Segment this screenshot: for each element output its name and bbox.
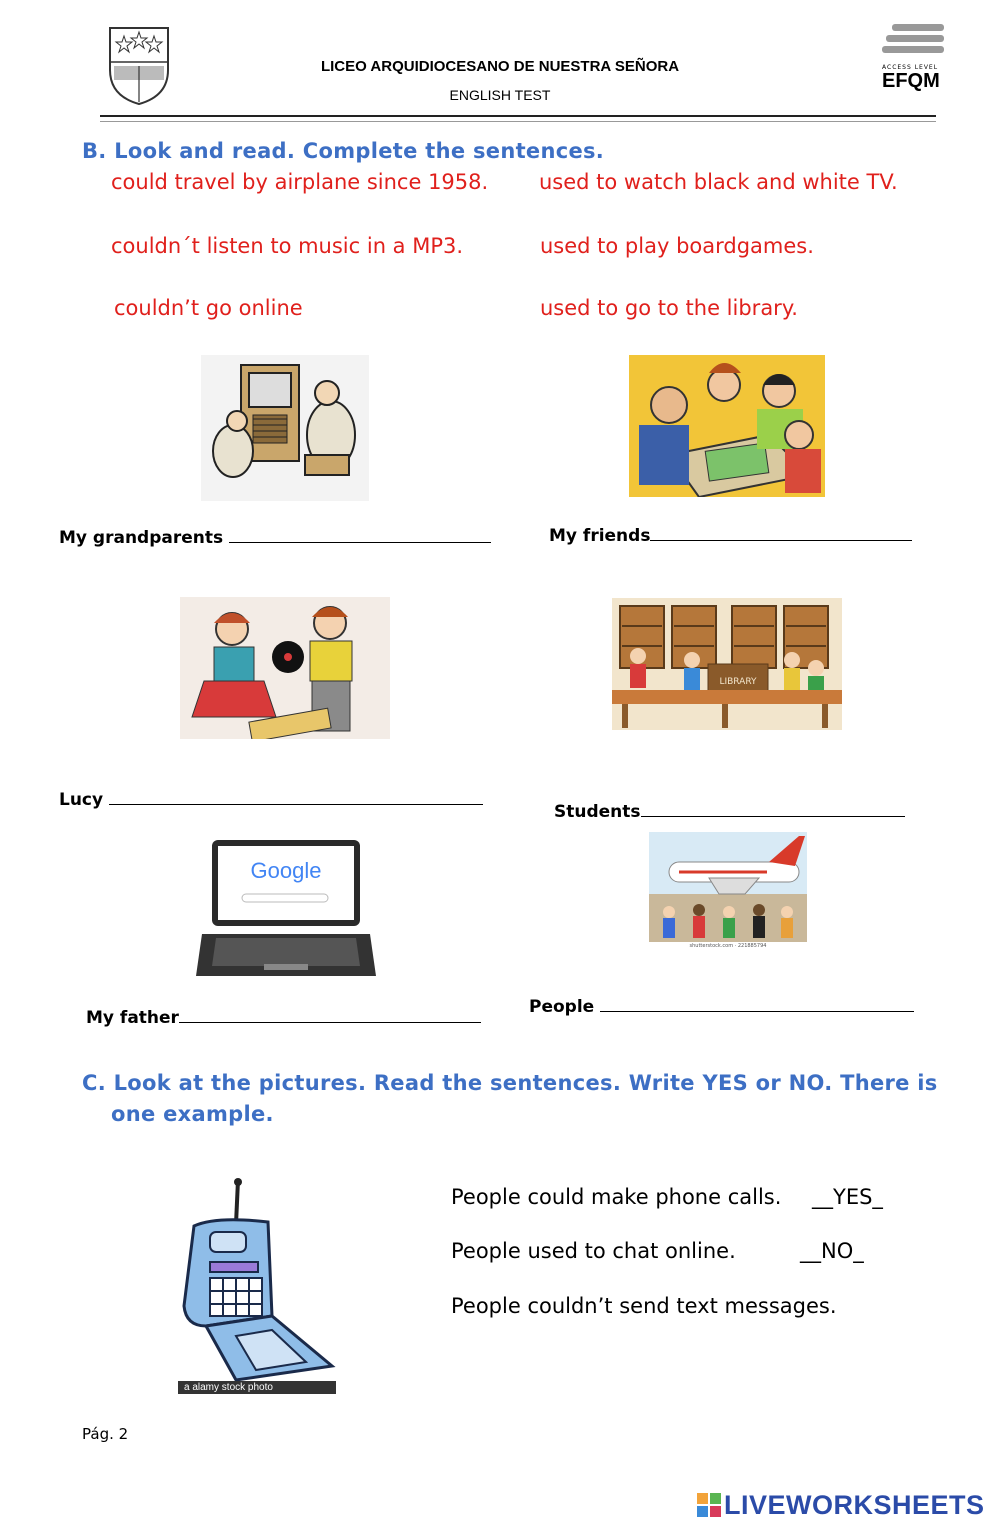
- statement-text: People couldn’t send text messages.: [451, 1294, 837, 1318]
- old-tv-family-image: [201, 355, 369, 501]
- vinyl-record-dancers-image: [180, 597, 390, 739]
- image-caption: a alamy stock photo: [178, 1381, 336, 1394]
- answer-line[interactable]: [229, 528, 491, 543]
- page-number: Pág. 2: [82, 1425, 129, 1443]
- statement-text: People could make phone calls.: [451, 1185, 782, 1209]
- prompt-label: [59, 528, 491, 548]
- prompt-text: My grandparents: [59, 528, 224, 548]
- prompt-text: My friends: [549, 526, 651, 546]
- efqm-name: EFQM: [882, 70, 940, 92]
- prompt-label: [549, 526, 912, 546]
- section-b-title: B. Look and read. Complete the sentences.: [82, 139, 605, 163]
- efqm-access-level: ACCESS LEVEL: [882, 64, 939, 71]
- header-rule-thin: [100, 121, 936, 122]
- old-mobile-phone-image: [176, 1176, 338, 1396]
- option-text: couldn´t listen to music in a MP3.: [111, 234, 464, 258]
- option-text: used to watch black and white TV.: [539, 170, 898, 194]
- prompt-text: Students: [554, 802, 641, 822]
- prompt-label: [59, 790, 483, 810]
- option-text: used to go to the library.: [540, 296, 798, 320]
- prompt-text: My father: [86, 1008, 179, 1028]
- laptop-google-image: [194, 838, 378, 980]
- liveworksheets-brand: LIVEWORKSHEETS: [724, 1490, 985, 1520]
- header-rule: [100, 115, 936, 117]
- prompt-text: Lucy: [59, 790, 104, 810]
- answer-line[interactable]: [641, 802, 905, 817]
- image-caption: shutterstock.com · 221885794: [689, 943, 767, 949]
- prompt-text: People: [529, 997, 595, 1017]
- answer-line[interactable]: [109, 790, 483, 805]
- test-subtitle: ENGLISH TEST: [449, 87, 551, 103]
- option-text: used to play boardgames.: [540, 234, 814, 258]
- answer-text[interactable]: __NO_: [800, 1239, 864, 1263]
- option-text: could travel by airplane since 1958.: [111, 170, 489, 194]
- prompt-label: [529, 997, 914, 1017]
- answer-line[interactable]: [179, 1008, 481, 1023]
- boardgame-friends-image: [629, 355, 825, 497]
- efqm-logo: [882, 22, 946, 91]
- liveworksheets-icon: [697, 1493, 721, 1521]
- prompt-label: [86, 1008, 481, 1028]
- school-name: LICEO ARQUIDIOCESANO DE NUESTRA SEÑORA: [320, 58, 680, 75]
- prompt-label: [554, 802, 905, 822]
- answer-line[interactable]: [650, 526, 912, 541]
- section-c-title: C. Look at the pictures. Read the sentences. Write YES or NO. There is one example.: [82, 1071, 938, 1126]
- answer-line[interactable]: [600, 997, 914, 1012]
- airplane-people-image: [649, 832, 807, 949]
- google-logo-text: Google: [250, 858, 322, 883]
- statement-text: People used to chat online.: [451, 1239, 736, 1263]
- option-text: couldn’t go online: [114, 296, 303, 320]
- library-students-image: [612, 598, 842, 730]
- answer-text[interactable]: __YES_: [812, 1185, 883, 1209]
- library-sign: LIBRARY: [719, 677, 757, 687]
